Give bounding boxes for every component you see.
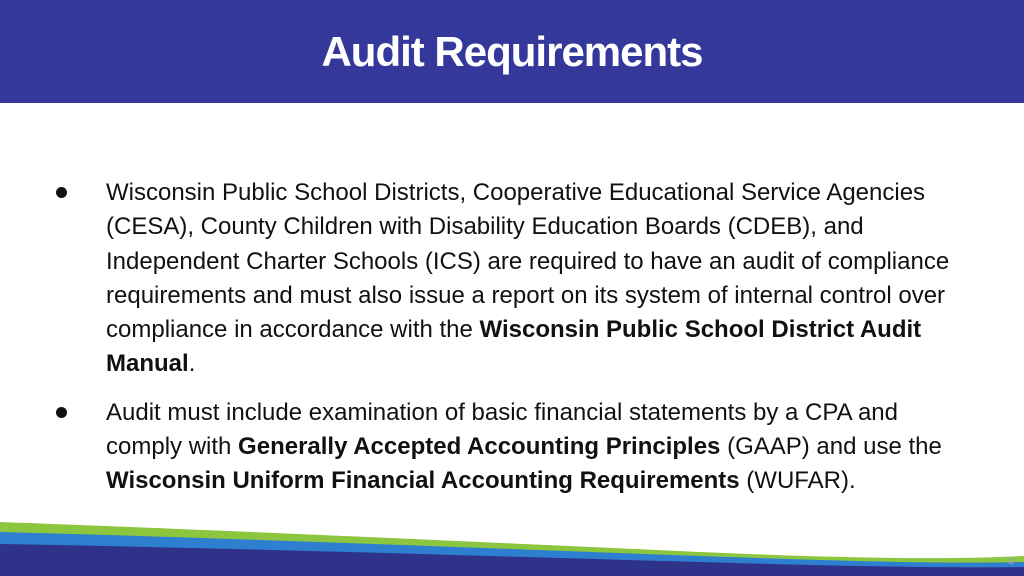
title-bar — [0, 0, 1024, 103]
page-number: 4 — [1007, 556, 1014, 568]
bullet-item-2 — [56, 396, 976, 499]
bullet-item-1 — [56, 176, 976, 382]
bullet-2-bold-gaap: Generally Accepted Accounting Principles — [238, 433, 721, 461]
bullet-list — [56, 176, 976, 513]
bullet-1-bold-manual: Wisconsin Public School District Audit Manual — [106, 316, 922, 378]
bullet-dot-icon — [56, 187, 67, 198]
bullet-1-text: Wisconsin Public School Districts, Cooperative Educational Service Agencies (CESA), County Children with Disability Education Boards (CDEB), and Independent Charter Schools (ICS) are required to have an audit of compliance requirements and must also issue a report on its system of internal control over compliance in accordance with the — [106, 179, 950, 344]
bullet-2-text-c: (WUFAR). — [739, 467, 856, 495]
bullet-2-bold-wufar: Wisconsin Uniform Financial Accounting Requirements — [106, 467, 740, 495]
bullet-2-text-b: (GAAP) and use the — [720, 433, 942, 461]
bullet-dot-icon — [56, 407, 67, 418]
slide-title: Audit Requirements — [321, 27, 703, 75]
bullet-1-period: . — [188, 350, 196, 378]
footer-wave-decoration — [0, 512, 1024, 576]
bullet-2-text-a: Audit must include examination of basic financial statements by a CPA and comply with — [106, 398, 898, 461]
